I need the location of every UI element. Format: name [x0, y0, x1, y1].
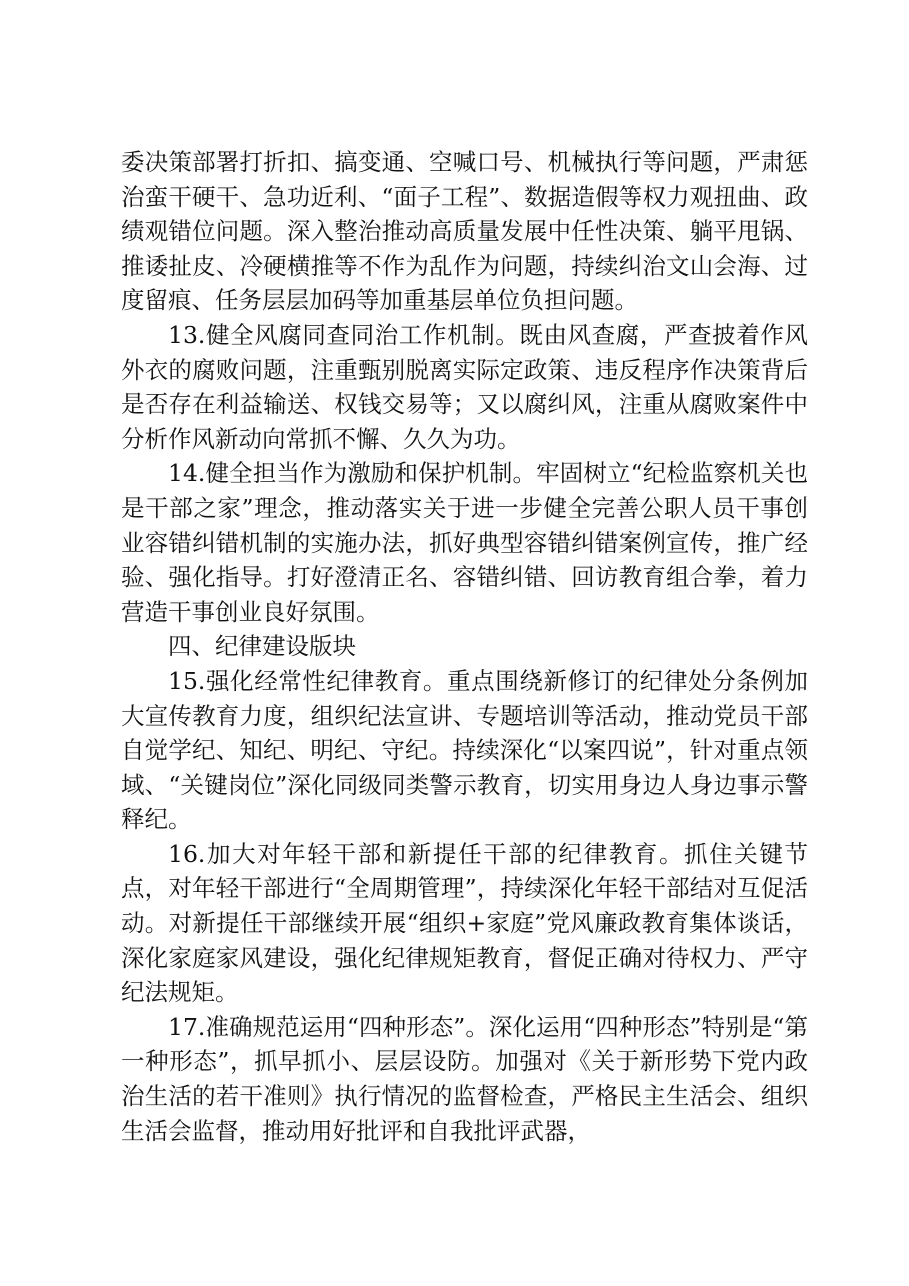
- paragraph-continuation: 委决策部署打折扣、搞变通、空喊口号、机械执行等问题，严肃惩治蛮干硬干、急功近利、“面子工程”、数据造假等权力观扭曲、政绩观错位问题。深入整治推动高质量发展中任性决策、躺平甩锅、推诿扯皮、冷硬横推等不作为乱作为问题，持续纠治文山会海、过度留痕、任务层层加码等加重基层单位负担问题。: [121, 148, 808, 315]
- document-body: [121, 145, 808, 1148]
- paragraph-item-17: 17.准确规范运用“四种形态”。深化运用“四种形态”特别是“第一种形态”，抓早抓小、层层设防。加强对《关于新形势下党内政治生活的若干准则》执行情况的监督检查，严格民主生活会、组织生活会监督，推动用好批评和自我批评武器，: [121, 1012, 808, 1145]
- paragraph-item-13: 13.健全风腐同查同治工作机制。既由风查腐，严查披着作风外衣的腐败问题，注重甄别脱离实际定政策、违反程序作决策背后是否存在利益输送、权钱交易等；又以腐纠风，注重从腐败案件中分析作风新动向常抓不懈、久久为功。: [121, 320, 808, 453]
- section-heading: 四、纪律建设版块: [168, 632, 356, 661]
- paragraph-item-15: 15.强化经常性纪律教育。重点围绕新修订的纪律处分条例加大宣传教育力度，组织纪法宣讲、专题培训等活动，推动党员干部自觉学纪、知纪、明纪、守纪。持续深化“以案四说”，针对重点领域、“关键岗位”深化同级同类警示教育，切实用身边人身边事示警释纪。: [121, 666, 808, 834]
- paragraph-item-16: 16.加大对年轻干部和新提任干部的纪律教育。抓住关键节点，对年轻干部进行“全周期管理”，持续深化年轻干部结对互促活动。对新提任干部继续开展“组织+家庭”党风廉政教育集体谈话，深化家庭家风建设，强化纪律规矩教育，督促正确对待权力、严守纪法规矩。: [121, 839, 808, 1007]
- paragraph-item-14: 14.健全担当作为激励和保护机制。牢固树立“纪检监察机关也是干部之家”理念，推动落实关于进一步健全完善公职人员干事创业容错纠错机制的实施办法，抓好典型容错纠错案例宣传，推广经验、强化指导。打好澄清正名、容错纠错、回访教育组合拳，着力营造干事创业良好氛围。: [121, 459, 808, 626]
